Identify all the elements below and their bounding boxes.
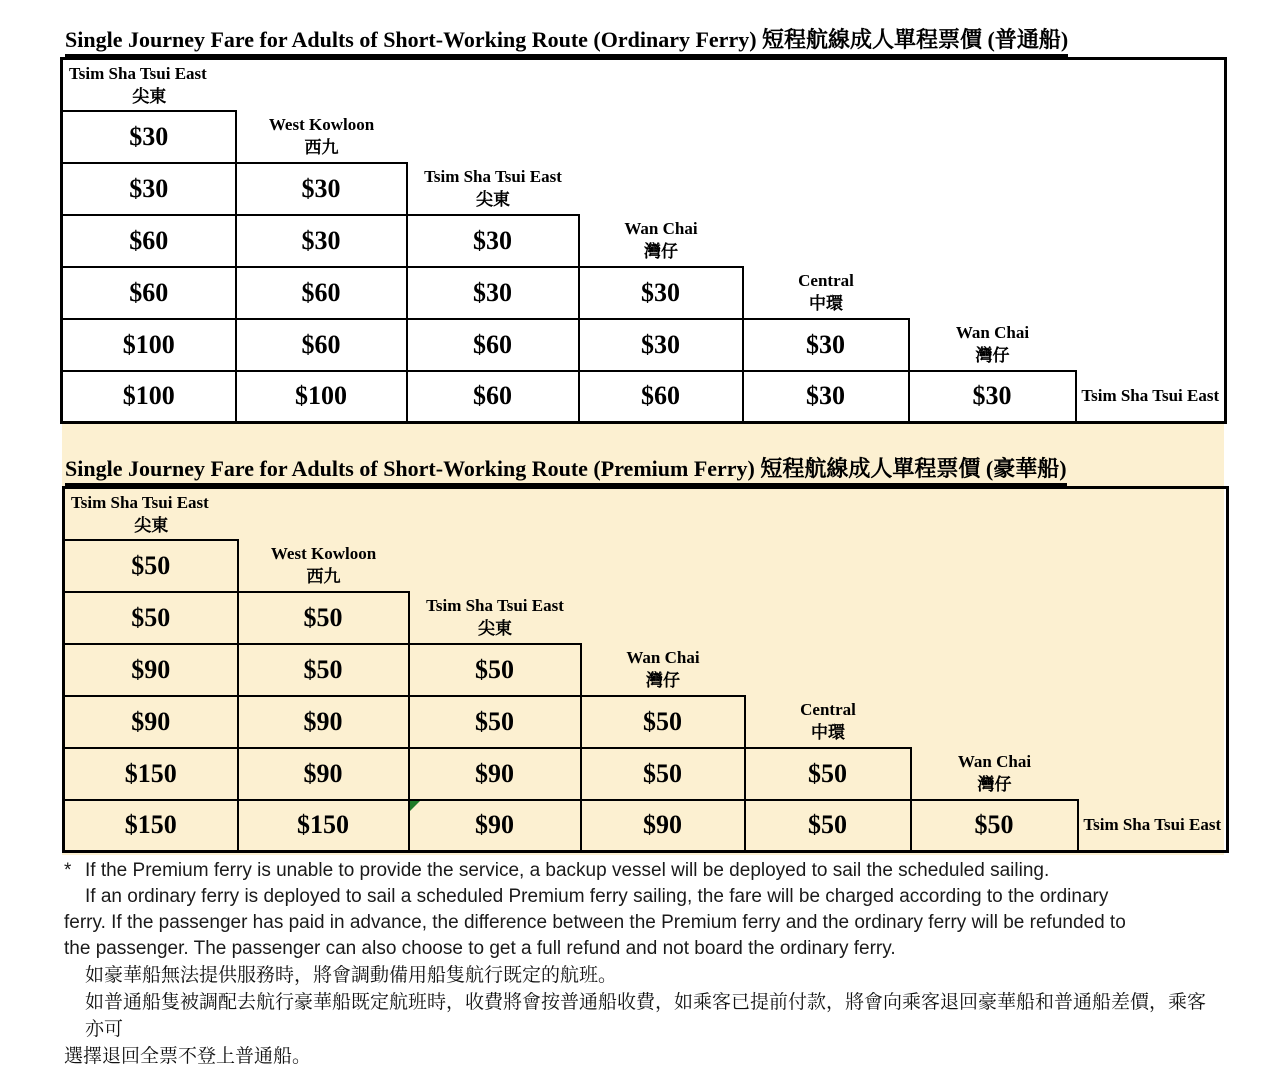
empty-cell: [1076, 111, 1226, 163]
station-header-cell: [238, 540, 409, 592]
fare-cell: $60: [236, 319, 407, 371]
fare-cell: $50: [64, 592, 238, 644]
fare-cell: $90: [64, 644, 238, 696]
station-name-en: West Kowloon: [268, 114, 375, 134]
empty-cell: [1078, 540, 1228, 592]
fare-cell: $60: [62, 215, 236, 267]
fare-cell: $50: [581, 696, 745, 748]
station-header-cell: [236, 111, 407, 163]
fare-cell: $50: [745, 800, 911, 852]
asterisk-marker: *: [64, 860, 72, 881]
station-header-cell: [581, 644, 745, 696]
fare-cell: $60: [62, 267, 236, 319]
fare-cell: $90: [409, 800, 581, 852]
fare-cell: $90: [64, 696, 238, 748]
fare-cell: $60: [407, 319, 579, 371]
station-header-cell: [745, 696, 911, 748]
empty-cell: [909, 267, 1076, 319]
fare-cell: $60: [236, 267, 407, 319]
fare-cell: $100: [62, 319, 236, 371]
empty-cell: [745, 592, 911, 644]
comment-marker-icon: [410, 801, 421, 812]
empty-cell: [1076, 59, 1226, 111]
empty-cell: [911, 540, 1078, 592]
fare-cell: $150: [238, 800, 409, 852]
empty-cell: [745, 488, 911, 540]
footnote-line-5: 如豪華船無法提供服務時，將會調動備用船隻航行既定的航班。: [85, 965, 618, 986]
fare-cell: $30: [579, 319, 743, 371]
footnote-line-4: the passenger. The passenger can also choose to get a full refund and not board the ordinary ferry.: [64, 938, 896, 959]
station-header-cell: [1076, 371, 1226, 423]
station-name-zh: 西九: [304, 137, 339, 157]
station-name-zh: 尖東: [476, 189, 510, 209]
empty-cell: [1078, 592, 1228, 644]
footnote-line-7: 選擇退回全票不登上普通船。: [64, 1046, 312, 1067]
fare-cell: $150: [64, 748, 238, 800]
fare-cell: $90: [238, 696, 409, 748]
fare-cell: $30: [236, 163, 407, 215]
premium-table-title: Single Journey Fare for Adults of Short-Working Route (Premium Ferry) 短程航線成人單程票價 (豪華船): [65, 457, 1067, 486]
fare-cell: $30: [579, 267, 743, 319]
empty-cell: [1078, 644, 1228, 696]
empty-cell: [581, 592, 745, 644]
empty-cell: [743, 111, 909, 163]
fare-cell: $90: [581, 800, 745, 852]
empty-cell: [743, 59, 909, 111]
station-name-en: Tsim Sha Tsui East: [71, 493, 209, 512]
empty-cell: [407, 111, 579, 163]
fare-cell: $30: [407, 215, 579, 267]
station-name-zh: 尖東: [132, 87, 167, 106]
fare-cell: $30: [62, 163, 236, 215]
station-name-en: Central: [798, 270, 854, 290]
empty-cell: [1076, 267, 1226, 319]
empty-cell: [909, 215, 1076, 267]
fare-cell: $50: [409, 696, 581, 748]
fare-cell: $90: [238, 748, 409, 800]
empty-cell: [1078, 696, 1228, 748]
station-header-cell: [911, 748, 1078, 800]
empty-cell: [911, 592, 1078, 644]
fare-cell: $100: [236, 371, 407, 423]
fare-cell: $50: [238, 592, 409, 644]
station-name-zh: 尖東: [134, 516, 169, 535]
ordinary-fare-table: [60, 57, 1227, 424]
empty-cell: [407, 59, 579, 111]
station-header-cell: [409, 592, 581, 644]
empty-cell: [409, 488, 581, 540]
station-name-zh: 尖東: [478, 618, 512, 638]
empty-cell: [581, 488, 745, 540]
station-name-en: Tsim Sha Tsui East: [426, 595, 564, 615]
station-header-cell: [62, 59, 236, 111]
empty-cell: [743, 215, 909, 267]
fare-cell: $30: [62, 111, 236, 163]
empty-cell: [745, 644, 911, 696]
station-header-cell: [743, 267, 909, 319]
fare-cell: $50: [409, 644, 581, 696]
empty-cell: [909, 163, 1076, 215]
fare-cell: $100: [62, 371, 236, 423]
station-name-en: Wan Chai: [957, 751, 1032, 771]
station-name-en: Wan Chai: [626, 647, 700, 667]
empty-cell: [238, 488, 409, 540]
station-name-zh: 灣仔: [644, 241, 678, 261]
ordinary-table-title: Single Journey Fare for Adults of Short-Working Route (Ordinary Ferry) 短程航線成人單程票價 (普通船): [65, 28, 1068, 57]
premium-fare-table: [62, 486, 1229, 853]
fare-cell: $30: [743, 371, 909, 423]
empty-cell: [1078, 748, 1228, 800]
empty-cell: [909, 111, 1076, 163]
station-name-zh: 灣仔: [975, 345, 1010, 365]
station-name-zh: 灣仔: [977, 774, 1012, 794]
empty-cell: [1076, 163, 1226, 215]
empty-cell: [909, 59, 1076, 111]
empty-cell: [409, 540, 581, 592]
fare-cell: $30: [407, 267, 579, 319]
station-name-en: Wan Chai: [624, 218, 698, 238]
station-name-en: Central: [800, 699, 856, 719]
station-name-en: Tsim Sha Tsui East: [1083, 815, 1222, 835]
footnote-line-1: [64, 858, 1224, 884]
empty-cell: [911, 696, 1078, 748]
empty-cell: [581, 540, 745, 592]
footnote-line-3: ferry. If the passenger has paid in advance, the difference between the Premium ferry and the ordinary ferry will be refunded to: [64, 912, 1126, 933]
fare-cell: $50: [911, 800, 1078, 852]
empty-cell: [1076, 215, 1226, 267]
station-header-cell: [579, 215, 743, 267]
station-header-cell: [1078, 800, 1228, 852]
empty-cell: [236, 59, 407, 111]
station-name-en: Tsim Sha Tsui East: [424, 166, 562, 186]
fare-cell: $30: [909, 371, 1076, 423]
fare-cell: $30: [743, 319, 909, 371]
station-name-en: West Kowloon: [270, 543, 377, 563]
empty-cell: [745, 540, 911, 592]
station-header-cell: [909, 319, 1076, 371]
fare-cell: $60: [579, 371, 743, 423]
fare-cell: $50: [64, 540, 238, 592]
footnote-line-2: If an ordinary ferry is deployed to sail a scheduled Premium ferry sailing, the fare will be charged according to the ordinary: [85, 886, 1109, 907]
fare-cell: $50: [238, 644, 409, 696]
empty-cell: [579, 59, 743, 111]
empty-cell: [911, 644, 1078, 696]
footnote: [64, 858, 1224, 1070]
fare-cell: $50: [745, 748, 911, 800]
fare-cell: $50: [581, 748, 745, 800]
fare-cell: $150: [64, 800, 238, 852]
station-name-zh: 灣仔: [646, 670, 680, 690]
empty-cell: [743, 163, 909, 215]
fare-cell: $30: [236, 215, 407, 267]
station-name-zh: 中環: [811, 722, 845, 742]
station-name-en: Tsim Sha Tsui East: [1081, 386, 1220, 406]
station-header-cell: [64, 488, 238, 540]
fare-cell: $90: [409, 748, 581, 800]
empty-cell: [579, 111, 743, 163]
station-header-cell: [407, 163, 579, 215]
station-name-en: Tsim Sha Tsui East: [69, 64, 207, 83]
empty-cell: [1076, 319, 1226, 371]
footnote-line-6: 如普通船隻被調配去航行豪華船既定航班時，收費將會按普通船收費，如乘客已提前付款，將會向乘客退回豪華船和普通船差價，乘客亦可: [85, 992, 1207, 1040]
station-name-en: Wan Chai: [955, 322, 1030, 342]
station-name-zh: 西九: [306, 566, 341, 586]
empty-cell: [579, 163, 743, 215]
fare-cell: $60: [407, 371, 579, 423]
empty-cell: [911, 488, 1078, 540]
footnote-text: If the Premium ferry is unable to provide the service, a backup vessel will be deployed to sail the scheduled sailing.: [85, 860, 1050, 881]
empty-cell: [1078, 488, 1228, 540]
station-name-zh: 中環: [809, 293, 843, 313]
